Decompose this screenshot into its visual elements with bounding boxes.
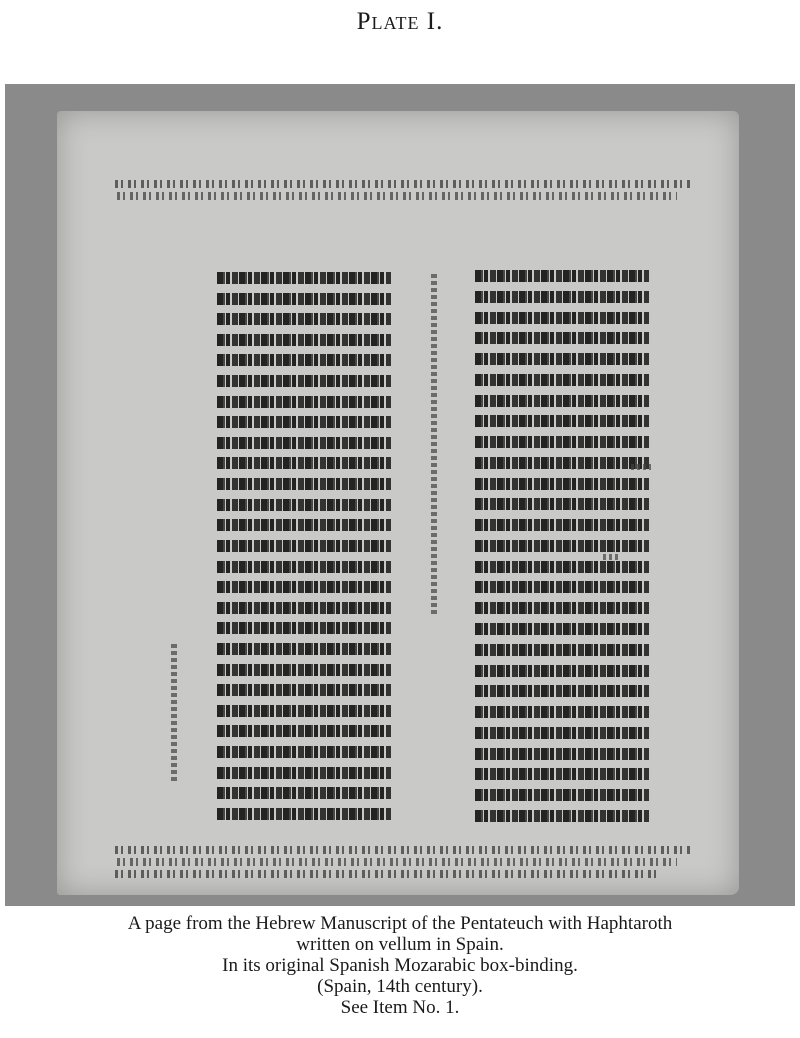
script-line bbox=[217, 540, 391, 552]
script-line bbox=[217, 519, 391, 531]
script-line bbox=[475, 312, 649, 324]
script-line bbox=[217, 684, 391, 696]
script-line bbox=[475, 685, 649, 697]
script-line bbox=[475, 810, 649, 822]
caption-line: In its original Spanish Mozarabic box-binding. bbox=[222, 955, 578, 976]
masorah-magna-bottom-line-1 bbox=[115, 846, 690, 854]
caption-line: See Item No. 1. bbox=[340, 997, 460, 1018]
marginal-note-right-2 bbox=[603, 554, 619, 560]
script-line bbox=[475, 436, 649, 448]
script-line bbox=[217, 622, 391, 634]
script-line bbox=[217, 334, 391, 346]
script-line bbox=[217, 767, 391, 779]
caption-line: written on vellum in Spain. bbox=[296, 934, 504, 955]
script-line bbox=[475, 353, 649, 365]
caption-line: A page from the Hebrew Manuscript of the Pentateuch with Haphtaroth bbox=[127, 913, 673, 934]
script-line bbox=[217, 643, 391, 655]
script-line bbox=[475, 727, 649, 739]
plate-title: Plate I. bbox=[356, 8, 444, 35]
masorah-magna-top-line-2 bbox=[117, 192, 677, 200]
script-line bbox=[217, 272, 391, 284]
manuscript-photograph bbox=[5, 84, 795, 906]
script-line bbox=[217, 375, 391, 387]
script-line bbox=[475, 644, 649, 656]
script-line bbox=[217, 499, 391, 511]
script-line bbox=[217, 746, 391, 758]
script-line bbox=[475, 665, 649, 677]
script-line bbox=[475, 519, 649, 531]
script-line bbox=[217, 561, 391, 573]
caption-line: (Spain, 14th century). bbox=[317, 976, 483, 997]
script-line bbox=[217, 437, 391, 449]
masorah-magna-bottom-line-3 bbox=[115, 870, 660, 878]
script-line bbox=[475, 561, 649, 573]
script-line bbox=[475, 374, 649, 386]
script-line bbox=[217, 293, 391, 305]
script-line bbox=[475, 581, 649, 593]
script-line bbox=[475, 706, 649, 718]
script-line bbox=[475, 291, 649, 303]
script-line bbox=[475, 540, 649, 552]
text-column-right bbox=[475, 270, 649, 822]
script-line bbox=[217, 478, 391, 490]
script-line bbox=[217, 416, 391, 428]
marginal-note-right-1 bbox=[631, 464, 651, 470]
script-line bbox=[217, 787, 391, 799]
script-line bbox=[475, 789, 649, 801]
script-line bbox=[475, 457, 649, 469]
script-line bbox=[475, 415, 649, 427]
script-line bbox=[475, 623, 649, 635]
script-line bbox=[475, 768, 649, 780]
script-line bbox=[475, 602, 649, 614]
script-line bbox=[475, 748, 649, 760]
masorah-magna-bottom-line-2 bbox=[117, 858, 677, 866]
script-line bbox=[475, 498, 649, 510]
script-line bbox=[217, 581, 391, 593]
masorah-parva-center bbox=[431, 274, 437, 614]
script-line bbox=[475, 478, 649, 490]
script-line bbox=[475, 395, 649, 407]
plate-caption bbox=[0, 913, 800, 1018]
script-line bbox=[217, 354, 391, 366]
script-line bbox=[217, 808, 391, 820]
masorah-magna-top-line-1 bbox=[115, 180, 690, 188]
script-line bbox=[475, 332, 649, 344]
script-line bbox=[217, 457, 391, 469]
text-column-left bbox=[217, 272, 391, 820]
script-line bbox=[217, 313, 391, 325]
script-line bbox=[217, 664, 391, 676]
script-line bbox=[217, 705, 391, 717]
script-line bbox=[475, 270, 649, 282]
script-line bbox=[217, 396, 391, 408]
script-line bbox=[217, 725, 391, 737]
script-line bbox=[217, 602, 391, 614]
masorah-parva-left bbox=[171, 644, 177, 784]
